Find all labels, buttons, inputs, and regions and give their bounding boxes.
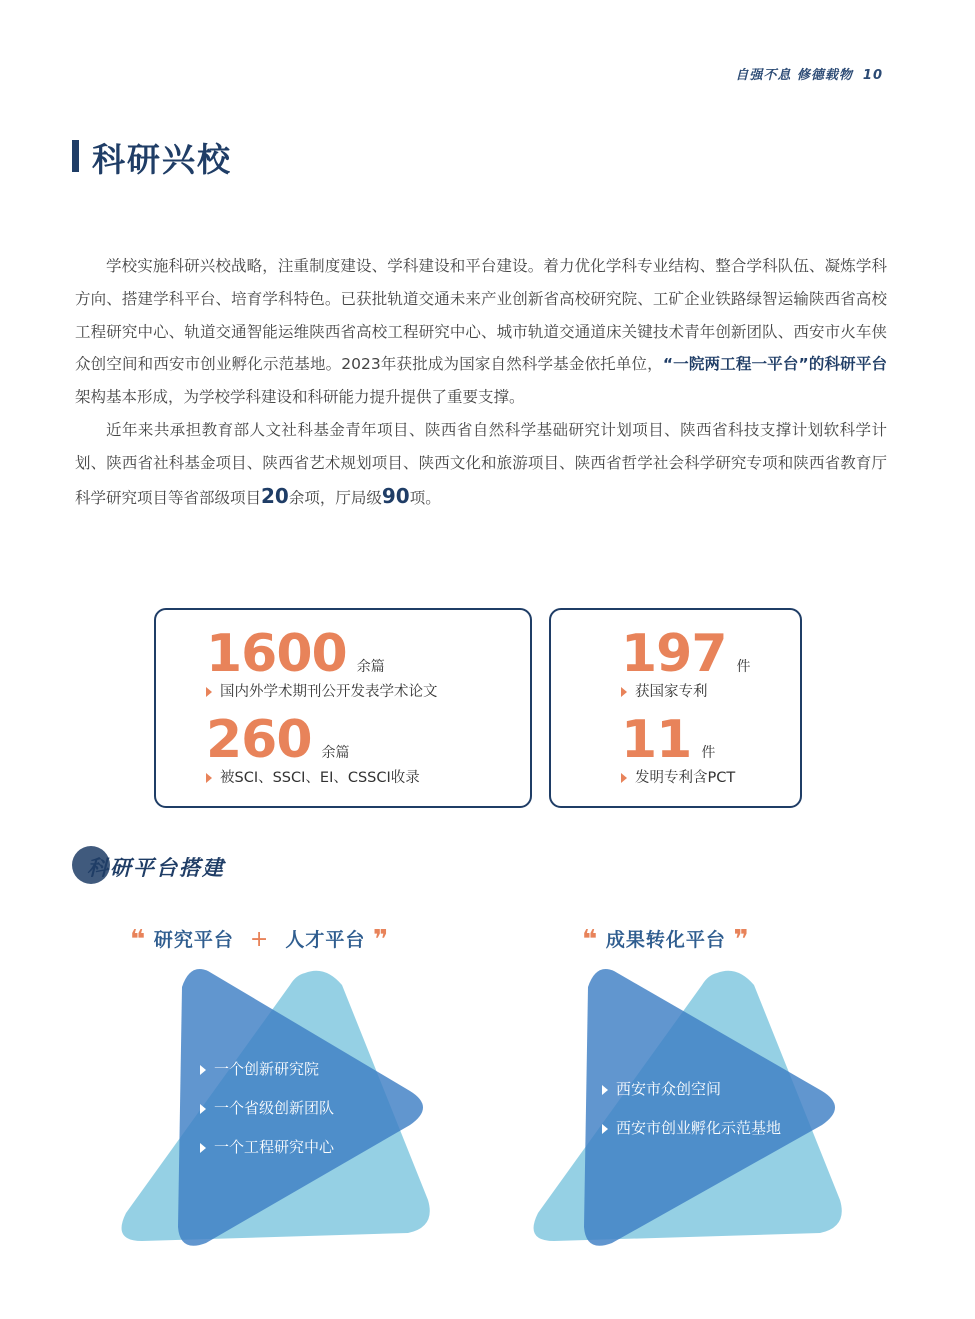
paragraph-2 xyxy=(75,414,887,514)
body-text xyxy=(75,250,887,514)
stat-unit: 件 xyxy=(736,659,751,675)
stat-invention xyxy=(621,710,735,787)
title-accent-bar xyxy=(72,140,79,172)
stat-unit: 件 xyxy=(701,745,716,761)
list-item-label: 西安市众创空间 xyxy=(616,1080,722,1098)
list-item xyxy=(200,1136,334,1157)
bureau-project-count: 90 xyxy=(381,483,410,508)
stats-box-papers xyxy=(154,608,532,808)
triangle-bullet-icon xyxy=(200,1104,206,1114)
stat-label: 发明专利含PCT xyxy=(635,770,736,786)
paragraph-1-text-b: 架构基本形成，为学校学科建设和科研能力提升提供了重要支撑。 xyxy=(75,388,525,407)
stat-value: 11 xyxy=(621,710,692,770)
paragraph-2-text-b: 余项，厅局级 xyxy=(288,488,382,507)
stat-label: 被SCI、SSCI、EI、CSSCI收录 xyxy=(220,770,420,786)
right-platform-list xyxy=(602,1078,781,1156)
stat-label: 国内外学术期刊公开发表学术论文 xyxy=(220,684,438,700)
triangle-bullet-icon xyxy=(602,1085,608,1095)
triangle-bullet-icon xyxy=(206,773,212,783)
paragraph-1-highlight: “一院两工程一平台”的科研平台 xyxy=(662,355,887,374)
talent-platform-label: 人才平台 xyxy=(285,929,366,951)
provincial-project-count: 20 xyxy=(261,483,289,508)
paragraph-1-text-a: 学校实施科研兴校战略，注重制度建设、学科建设和平台建设。着力优化学科专业结构、整合学科队伍、凝炼学科方向、搭建学科平台、培育学科特色。已获批轨道交通未来产业创新省高校研究院、工矿企业铁路绿智运输陕西省高校工程研究中心、轨道交通智能运维陕西省高校工程研究中心、城市轨道交通道床关键技术青年创新团队、西安市火车侠众创空间和西安市创业孵化示范基地。2023年获批成为国家自然科学基金依托单位， xyxy=(75,257,887,374)
list-item-label: 西安市创业孵化示范基地 xyxy=(616,1119,782,1137)
quote-close-icon: ❞ xyxy=(372,925,390,955)
triangle-bullet-icon xyxy=(206,687,212,697)
quote-close-icon: ❞ xyxy=(733,925,750,955)
list-item-label: 一个创新研究院 xyxy=(214,1060,320,1078)
quote-open-icon: ❝ xyxy=(582,925,599,955)
stat-unit: 余篇 xyxy=(356,659,385,675)
paragraph-2-text-a: 近年来共承担教育部人文社科基金青年项目、陕西省自然科学基础研究计划项目、陕西省科技支撑计划软科学计划、陕西省社科基金项目、陕西省艺术规划项目、陕西文化和旅游项目、陕西省哲学社会科学研究专项和陕西省教育厅科学研究项目等省部级项目 xyxy=(75,420,887,507)
platform-left-title xyxy=(130,925,389,955)
stat-patents xyxy=(621,624,751,701)
triangle-bullet-icon xyxy=(200,1065,206,1075)
paragraph-1 xyxy=(75,250,887,414)
list-item xyxy=(200,1058,334,1079)
list-item xyxy=(602,1117,781,1138)
research-platform-label: 研究平台 xyxy=(153,929,234,951)
motto: 自强不息 修德载物 xyxy=(735,68,853,83)
stat-value: 197 xyxy=(621,624,727,684)
list-item-label: 一个工程研究中心 xyxy=(214,1138,335,1156)
list-item xyxy=(602,1078,781,1099)
stat-papers xyxy=(206,624,438,701)
paragraph-2-text-c: 项。 xyxy=(409,488,441,507)
transfer-platform-label: 成果转化平台 xyxy=(605,929,726,951)
quote-open-icon: ❝ xyxy=(130,925,147,955)
stats-box-patents xyxy=(549,608,802,808)
triangle-bullet-icon xyxy=(621,687,627,697)
stat-indexed xyxy=(206,710,420,787)
stat-unit: 余篇 xyxy=(321,745,350,761)
triangle-bullet-icon xyxy=(621,773,627,783)
list-item xyxy=(200,1097,334,1118)
stat-value: 260 xyxy=(206,710,312,770)
list-item-label: 一个省级创新团队 xyxy=(214,1099,335,1117)
triangle-bullet-icon xyxy=(200,1143,206,1153)
page-title: 科研兴校 xyxy=(92,140,232,179)
triangle-bullet-icon xyxy=(602,1124,608,1134)
plus-icon: + xyxy=(249,927,270,952)
page-number: 10 xyxy=(862,68,883,83)
left-platform-list xyxy=(200,1058,334,1175)
stat-value: 1600 xyxy=(206,624,347,684)
section-title: 科研平台搭建 xyxy=(87,856,225,880)
stat-label: 获国家专利 xyxy=(635,684,708,700)
page-header xyxy=(735,64,883,83)
platform-right-title xyxy=(582,925,750,955)
